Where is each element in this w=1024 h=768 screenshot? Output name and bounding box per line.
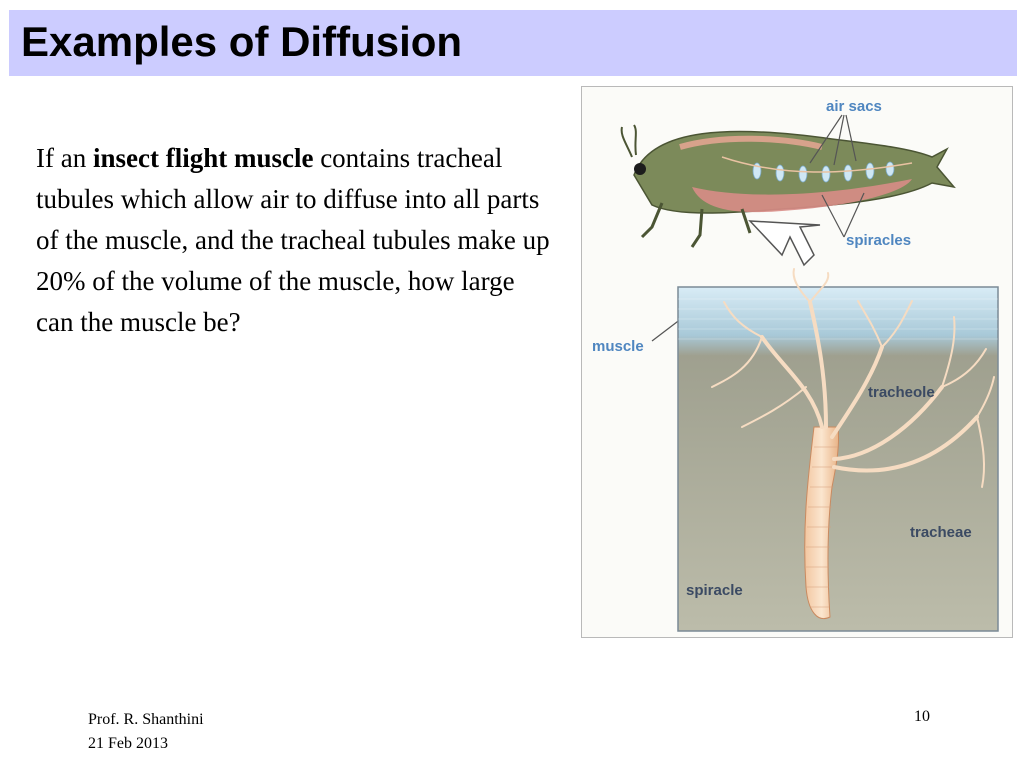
label-spiracle: spiracle <box>686 582 743 599</box>
footer-author: Prof. R. Shanthini <box>88 711 204 728</box>
paragraph-intro: If an <box>36 143 93 173</box>
label-tracheole: tracheole <box>868 384 935 401</box>
insect-eye-icon <box>634 163 646 175</box>
zoom-arrow-icon <box>750 221 820 265</box>
slide-title: Examples of Diffusion <box>21 18 463 65</box>
label-air-sacs: air sacs <box>826 98 882 115</box>
paragraph-bold-term: insect flight muscle <box>92 143 314 173</box>
paragraph-rest: contains tracheal tubules which allow air to diffuse into all parts of the muscle, and the tracheal tubules make up 20% of the volume of the muscle, how large can the muscle be? <box>36 143 550 337</box>
label-tracheae: tracheae <box>910 524 972 541</box>
label-muscle: muscle <box>592 338 644 355</box>
slide-paragraph <box>36 138 556 343</box>
footer-info <box>88 708 204 756</box>
page-number: 10 <box>914 708 930 725</box>
title-bar <box>9 10 1017 76</box>
label-spiracles: spiracles <box>846 232 912 249</box>
footer-date: 21 Feb 2013 <box>88 735 168 752</box>
trachea-illustration <box>582 87 1012 637</box>
insect-trachea-figure <box>581 86 1013 638</box>
